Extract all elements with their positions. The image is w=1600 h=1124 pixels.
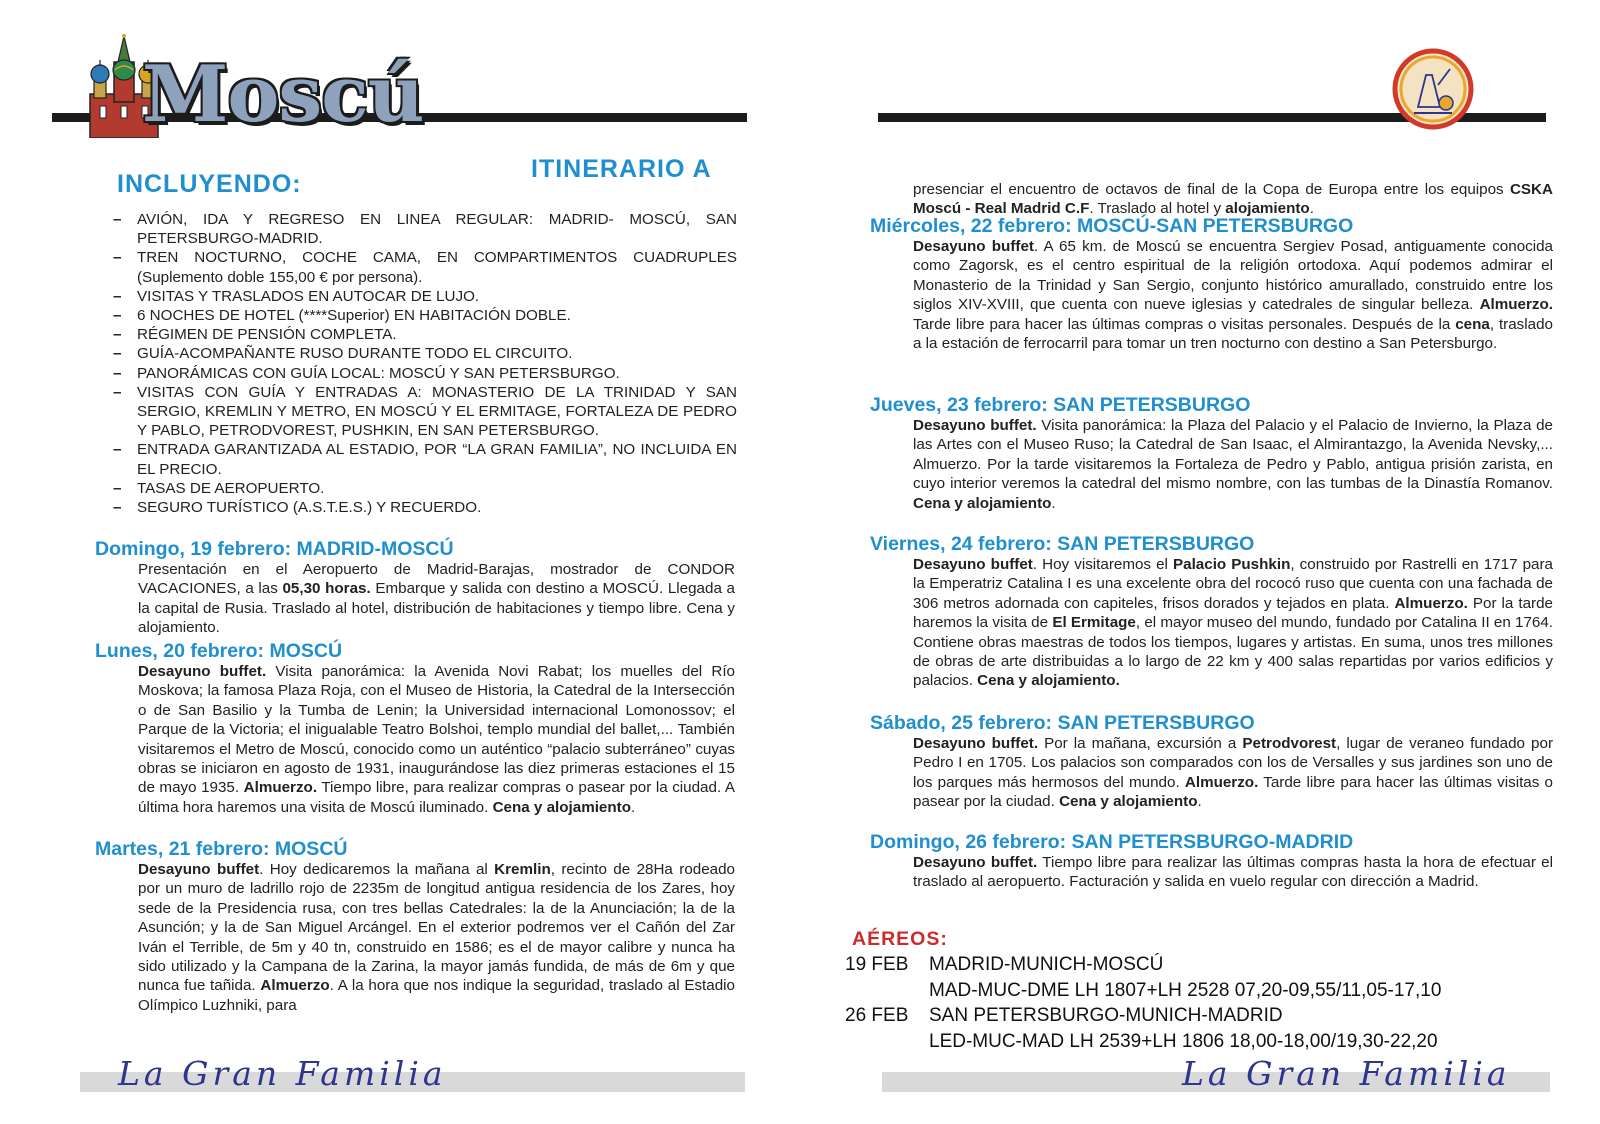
list-item: – RÉGIMEN DE PENSIÓN COMPLETA. [113,326,397,344]
day-text: Presentación en el Aeropuerto de Madrid-Barajas, mostrador de CONDOR VACACIONES, a las 05,30 horas. Embarque y salida con destino a MOSCÚ. Llegada a la capital de Rusia. Traslado al hotel, distribución de habitaciones y tiempo libre. Cena y alojamiento. [138,561,735,637]
flight-row-detail [845,1029,1441,1055]
la-gran-familia-emblem-icon [1392,45,1474,133]
flights-title: AÉREOS: [852,928,948,950]
day-heading: Viernes, 24 febrero: SAN PETERSBURGO [870,533,1255,555]
day-block-sunday-26 [870,831,1560,892]
flight-detail: MAD-MUC-DME LH 1807+LH 2528 07,20-09,55/11,05-17,10 [929,979,1442,1001]
day-heading: Jueves, 23 febrero: SAN PETERSBURGO [870,394,1251,416]
includes-title: INCLUYENDO: [117,170,302,198]
right-page [800,0,1600,1124]
flight-date: 26 FEB [845,1005,909,1026]
list-item: – AVIÓN, IDA Y REGRESO EN LINEA REGULAR: MADRID- MOSCÚ, SAN PETERSBURGO-MADRID. [113,211,737,248]
day-text: Desayuno buffet. Visita panorámica: la Avenida Novi Rabat; los muelles del Río Moskova; la famosa Plaza Roja, con el Museo de Historia, la Catedral de la Intersección o de San Basilio y la Tumba de Lenin; la Universidad internacional Lomonossov; el Parque de la Victoria; el inigualable Teatro Bolshoi, templo mundial del ballet,... También visitaremos el Metro de Moscú, conocido como un auténtico “palacio subterráneo” cuyas obras se iniciaron en agosto de 1931, inaugurándose las diez primeras estaciones el 15 de mayo 1935. Almuerzo. Tiempo libre, para realizar compras o pasear por la ciudad. A última hora haremos una visita de Moscú iluminado. Cena y alojamiento. [138,663,735,816]
flight-row-detail [845,978,1441,1004]
footer-brand: La Gran Familia [118,1054,447,1093]
day-block-friday-24 [870,533,1560,691]
list-item: – ENTRADA GARANTIZADA AL ESTADIO, POR “LA GRAN FAMILIA”, NO INCLUIDA EN EL PRECIO. [113,441,737,478]
day-text: Desayuno buffet. Tiempo libre para realizar las últimas compras hasta la hora de efectuar el traslado al aeropuerto. Facturación y salida en vuelo regular con dirección a Madrid. [913,854,1553,891]
list-item: – VISITAS CON GUÍA Y ENTRADAS A: MONASTERIO DE LA TRINIDAD Y SAN SERGIO, KREMLIN Y METRO, EN MOSCÚ Y EL ERMITAGE, FORTALEZA DE PEDRO Y PABLO, PETRODVOREST, PUSHKIN, EN SAN PETERSBURGO. [113,383,737,440]
day-heading: Lunes, 20 febrero: MOSCÚ [95,640,343,662]
list-item: – VISITAS Y TRASLADOS EN AUTOCAR DE LUJO. [113,287,480,305]
flights-table [845,952,1441,1054]
day-text: Desayuno buffet. Visita panorámica: la Plaza del Palacio y el Palacio de Invierno, la Plaza de las Artes con el Museo Ruso; la Catedral de San Isaac, el Almirantazgo, la Avenida Nevsky,... Almuerzo. Por la tarde visitaremos la Fortaleza de Pedro y Pablo, antigua prisión zarista, en cuyo interior veremos la catedral del mismo nombre, con las tumbas de la Dinastía Romanov. Cena y alojamiento. [913,417,1553,512]
continuation-text: presenciar el encuentro de octavos de final de la Copa de Europa entre los equipos CSKA Moscú - Real Madrid C.F. Traslado al hotel y alojamiento. [913,181,1553,218]
includes-list [113,210,737,517]
list-item: – TREN NOCTURNO, COCHE CAMA, EN COMPARTIMENTOS CUADRUPLES (Suplemento doble 155,00 € por persona). [113,249,737,286]
day-heading: Martes, 21 febrero: MOSCÚ [95,838,348,860]
flight-route: SAN PETERSBURGO-MUNICH-MADRID [929,1005,1283,1026]
list-item: – 6 NOCHES DE HOTEL (****Superior) EN HABITACIÓN DOBLE. [113,307,571,325]
day-text: Desayuno buffet. Hoy visitaremos el Palacio Pushkin, construido por Rastrelli en 1717 para la Emperatriz Catalina I es una excelente obra del rococó ruso que cuenta con una fachada de 306 metros adornada con capiteles, frisos dorados y tejados en plata. Almuerzo. Por la tarde haremos la visita de El Ermitage, el mayor museo del mundo, fundado por Catalina II en 1764. Contiene obras maestras de todos los tiempos, lugares y artistas. En suma, unos tres millones de obras de arte distribuidas a lo largo de 22 km y 400 salas repartidas por varios edificios y palacios. Cena y alojamiento. [913,556,1554,690]
day-text: Desayuno buffet. A 65 km. de Moscú se encuentra Sergiev Posad, antiguamente conocida como Zagorsk, es el centro espiritual de la religión ortodoxa. Aquí podemos admirar el Monasterio de la Trinidad y San Sergio, conjunto histórico amurallado, construido entre los siglos XIV-XVIII, que cuenta con nueve iglesias y catedrales de singular belleza. Almuerzo. Tarde libre para hacer las últimas compras o visitas personales. Después de la cena, traslado a la estación de ferrocarril para tomar un tren nocturno con destino a San Petersburgo. [913,238,1553,353]
day-text: Desayuno buffet. Hoy dedicaremos la mañana al Kremlin, recinto de 28Ha rodeado por un muro de ladrillo rojo de 2235m de longitud antigua residencia de los Zares, hoy sede de la Presidencia rusa, con tres bellas Catedrales: la de la Anunciación; la de la Asunción; y la de San Miguel Arcángel. En el exterior podremos ver el Cañón del Zar Iván el Terrible, de 5m y 40 tn, construido en 1586; es el de mayor calibre y nunca ha sido utilizado y la Campana de la Zarina, la mayor jamás fundida, de más de 6m y que nunca fue tañida. Almuerzo. A la hora que nos indique la seguridad, traslado al Estadio Olímpico Luzhniki, para [138,861,735,1014]
flight-date: 19 FEB [845,954,909,975]
page-title: Moscú [142,49,424,140]
flight-detail: LED-MUC-MAD LH 2539+LH 1806 18,00-18,00/19,30-22,20 [929,1030,1438,1052]
day-block-saturday-25 [870,712,1560,812]
day-block-monday-20 [95,640,735,817]
flight-route: MADRID-MUNICH-MOSCÚ [929,954,1164,975]
itinerary-title: ITINERARIO A [531,155,712,183]
footer-brand: La Gran Familia [1182,1054,1511,1093]
list-item: – SEGURO TURÍSTICO (A.S.T.E.S.) Y RECUERDO. [113,499,482,517]
day-block-thursday-23 [870,394,1560,513]
day-heading: Domingo, 19 febrero: MADRID-MOSCÚ [95,538,454,560]
day-text: Desayuno buffet. Por la mañana, excursión a Petrodvorest, lugar de veraneo fundado por Pedro I en 1705. Los palacios son comparados con los de Versalles y sus jardines son uno de los parques más hermosos del mundo. Almuerzo. Tarde libre para hacer las últimas visitas o pasear por la ciudad. Cena y alojamiento. [913,735,1554,811]
list-item: – GUÍA-ACOMPAÑANTE RUSO DURANTE TODO EL CIRCUITO. [113,345,573,363]
day-heading: Domingo, 26 febrero: SAN PETERSBURGO-MADRID [870,831,1354,853]
day-block-tuesday-21 [95,838,735,1015]
day-heading: Sábado, 25 febrero: SAN PETERSBURGO [870,712,1255,734]
list-item: – PANORÁMICAS CON GUÍA LOCAL: MOSCÚ Y SAN PETERSBURGO. [113,364,620,382]
list-item: – TASAS DE AEROPUERTO. [113,479,325,497]
flight-row [845,952,1441,978]
day-block-wednesday-22 [870,215,1560,353]
flight-row [845,1003,1441,1029]
day-heading: Miércoles, 22 febrero: MOSCÚ-SAN PETERSBURGO [870,215,1354,237]
day-block-sunday-19 [95,538,735,638]
